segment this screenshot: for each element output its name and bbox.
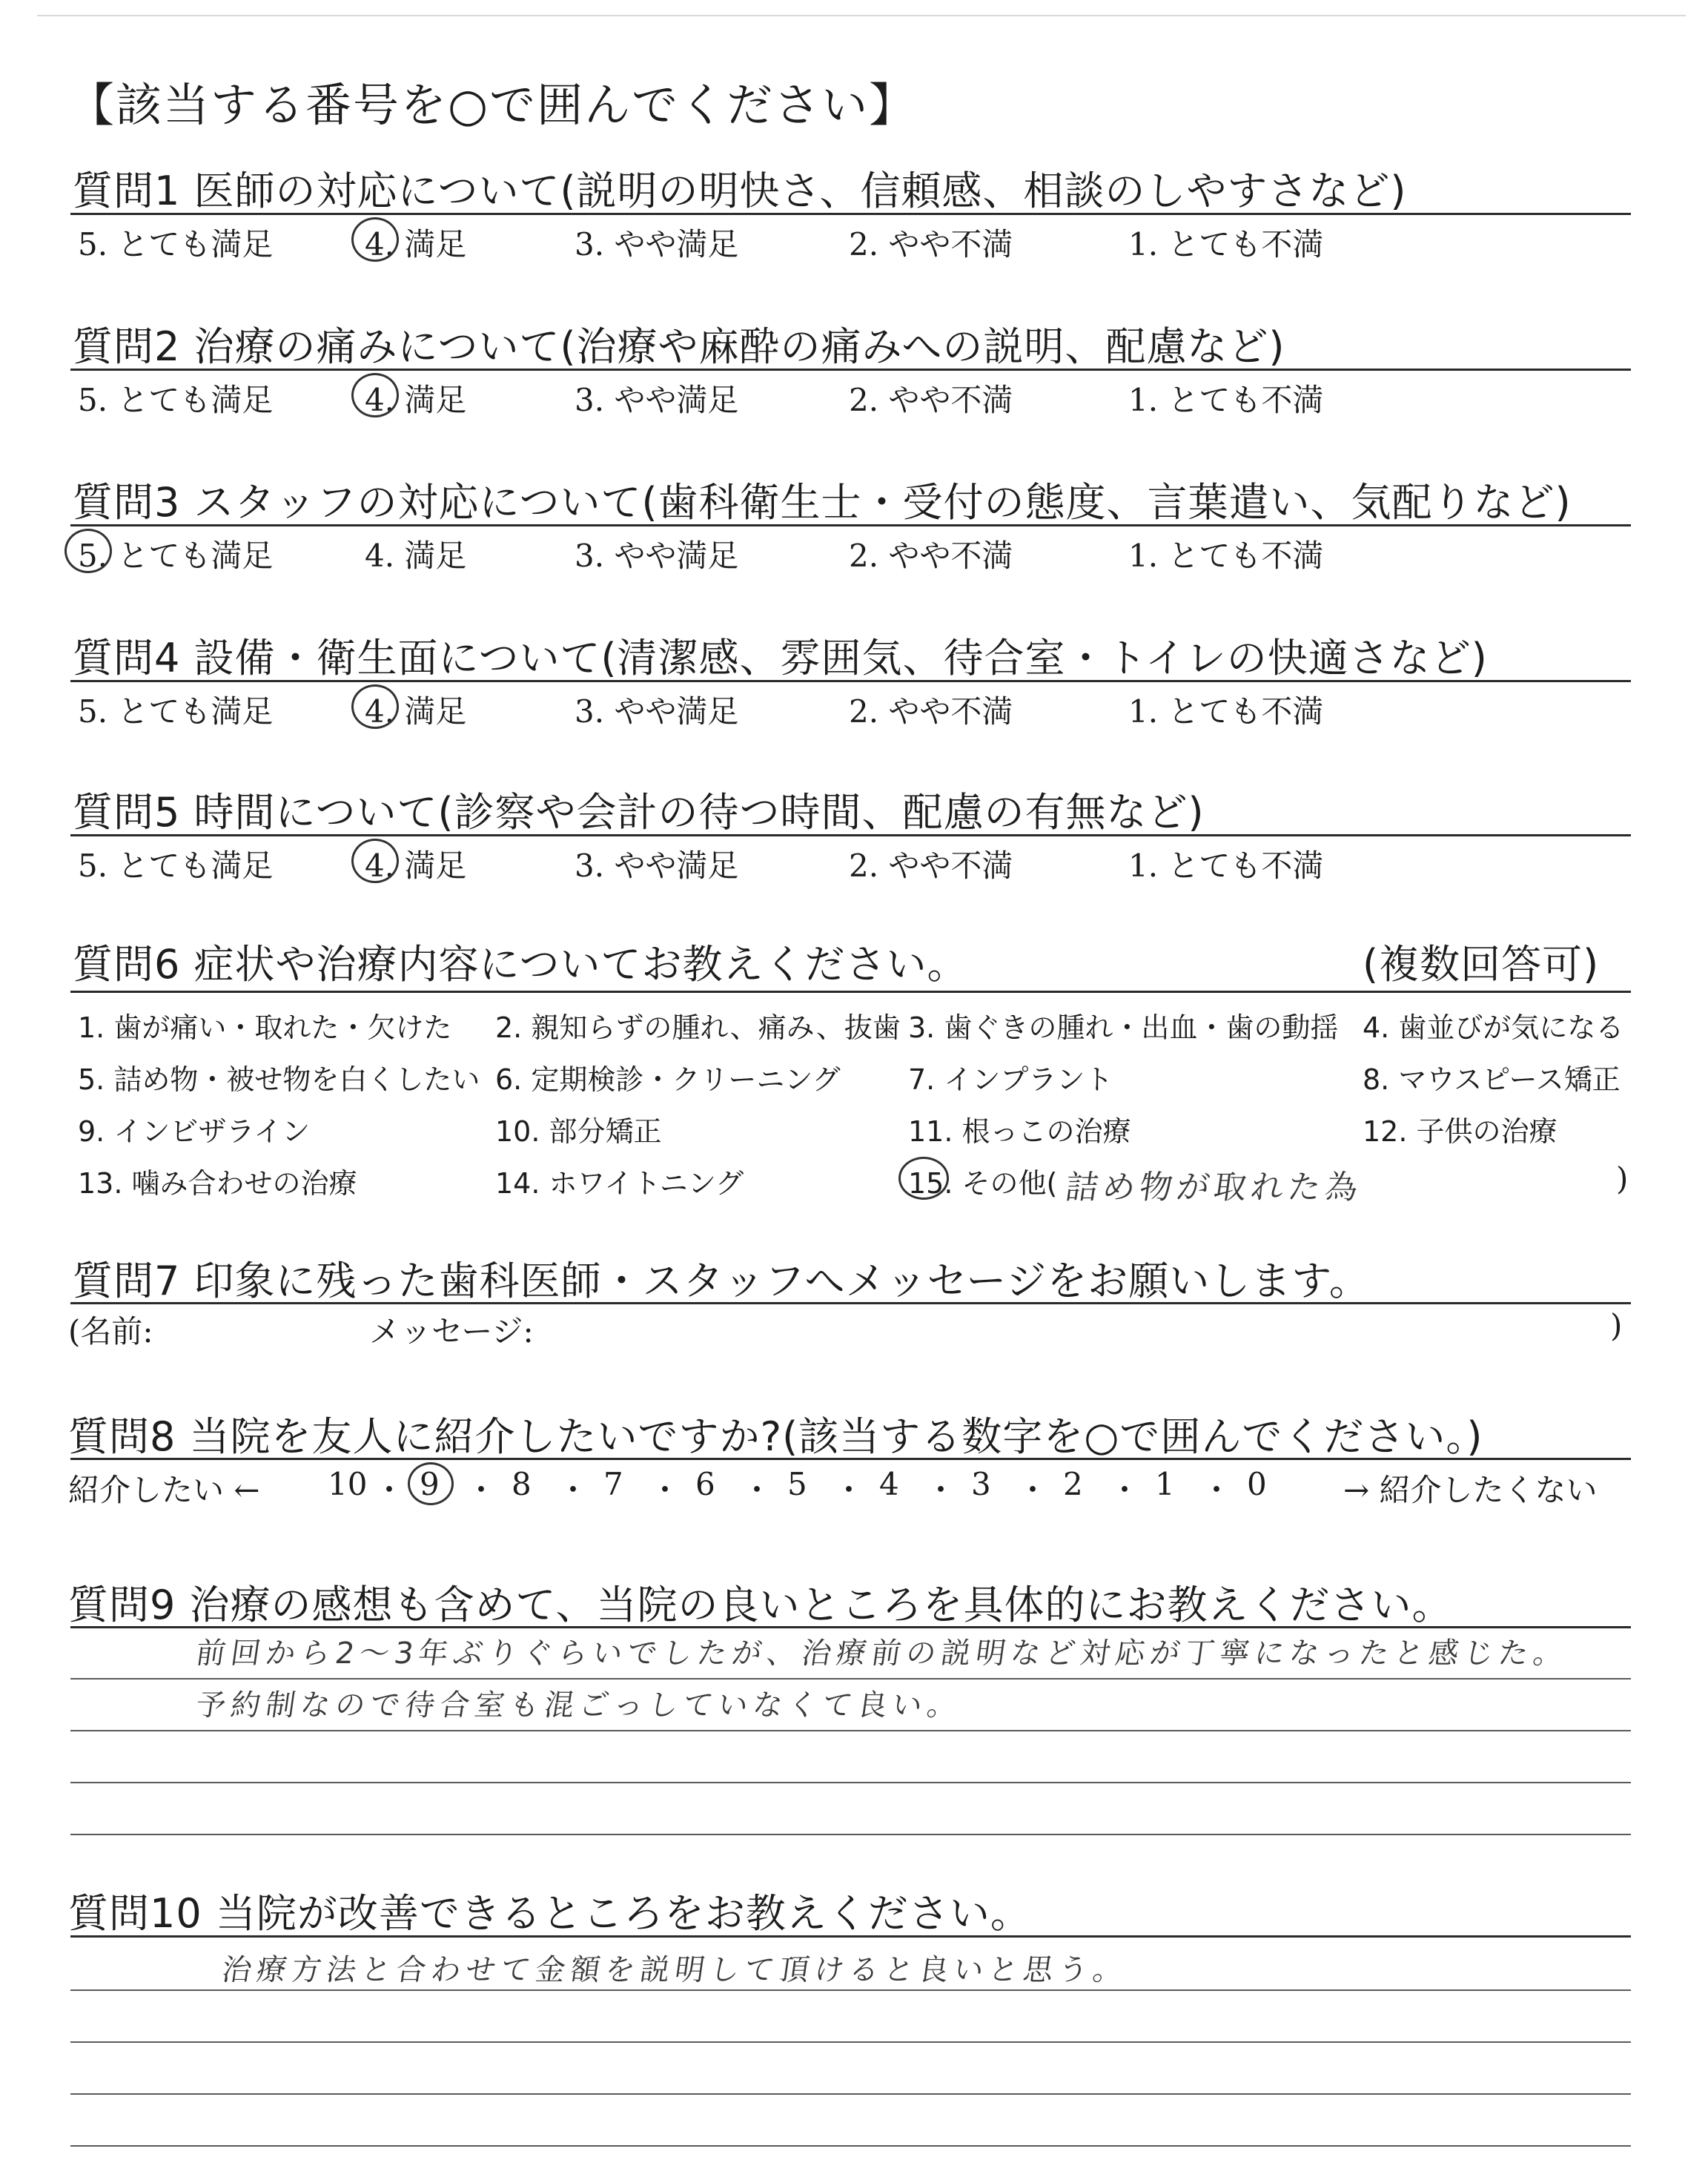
q6-selection-circle bbox=[898, 1157, 949, 1200]
q1-option-2[interactable]: 2. やや不満 bbox=[849, 226, 1013, 262]
q8-scale-value[interactable]: 3 bbox=[971, 1466, 991, 1502]
q6-item[interactable]: 6. 定期検診・クリーニング bbox=[495, 1063, 841, 1096]
q6-item[interactable]: 14. ホワイトニング bbox=[495, 1167, 744, 1200]
q6-item[interactable]: 5. 詰め物・被せ物を白くしたい bbox=[78, 1063, 480, 1096]
q8-separator: ・ bbox=[833, 1472, 865, 1508]
q8-right-label: → 紹介したくない bbox=[1343, 1472, 1598, 1508]
q6-rule bbox=[70, 991, 1631, 993]
q9-line bbox=[70, 1678, 1631, 1680]
q2-rule bbox=[70, 369, 1631, 371]
q10-line bbox=[70, 1989, 1631, 1991]
q8-scale-value[interactable]: 0 bbox=[1247, 1466, 1267, 1502]
q8-separator: ・ bbox=[741, 1472, 773, 1508]
q2-option-5[interactable]: 5. とても満足 bbox=[78, 382, 274, 418]
q1-selection-circle bbox=[351, 217, 399, 262]
page-title: 【該当する番号を○で囲んでください】 bbox=[68, 78, 917, 132]
q1-label: 質問1 医師の対応について(説明の明快さ、信頼感、相談のしやすさなど) bbox=[73, 168, 1407, 214]
q5-option-4[interactable]: 4. 満足 bbox=[365, 848, 467, 884]
q8-selection-circle bbox=[408, 1462, 454, 1505]
q8-separator: ・ bbox=[925, 1472, 957, 1508]
q4-option-3[interactable]: 3. やや満足 bbox=[575, 693, 739, 730]
q7-message-label: メッセージ: bbox=[369, 1313, 534, 1350]
q8-left-label: 紹介したい ← bbox=[68, 1472, 260, 1508]
q8-separator: ・ bbox=[1201, 1472, 1233, 1508]
q6-item[interactable]: 9. インビザライン bbox=[78, 1115, 311, 1148]
q8-scale-value[interactable]: 1 bbox=[1155, 1466, 1175, 1502]
q8-scale-value[interactable]: 2 bbox=[1063, 1466, 1083, 1502]
q7-rule bbox=[70, 1302, 1631, 1304]
q8-separator: ・ bbox=[557, 1472, 589, 1508]
q2-option-2[interactable]: 2. やや不満 bbox=[849, 382, 1013, 418]
q8-separator: ・ bbox=[374, 1472, 406, 1508]
q9-label: 質問9 治療の感想も含めて、当院の良いところを具体的にお教えください。 bbox=[68, 1582, 1453, 1628]
q3-option-4[interactable]: 4. 満足 bbox=[365, 538, 467, 574]
q9-line bbox=[70, 1782, 1631, 1783]
q6-label: 質問6 症状や治療内容についてお教えください。 bbox=[73, 941, 968, 988]
q8-separator: ・ bbox=[466, 1472, 497, 1508]
q1-rule bbox=[70, 213, 1631, 215]
q9-answer-line: 前回から2〜3年ぶりぐらいでしたが、治療前の説明など対応が丁寧になったと感じた。 bbox=[193, 1636, 1571, 1671]
q8-scale-value[interactable]: 9 bbox=[420, 1466, 440, 1502]
q8-rule bbox=[70, 1458, 1631, 1460]
q4-option-1[interactable]: 1. とても不満 bbox=[1128, 693, 1324, 730]
scan-edge bbox=[37, 15, 1686, 16]
q8-separator: ・ bbox=[1017, 1472, 1049, 1508]
q8-separator: ・ bbox=[1109, 1472, 1141, 1508]
q1-option-1[interactable]: 1. とても不満 bbox=[1128, 226, 1324, 262]
q1-option-3[interactable]: 3. やや満足 bbox=[575, 226, 739, 262]
q3-option-2[interactable]: 2. やや不満 bbox=[849, 538, 1013, 574]
q4-option-5[interactable]: 5. とても満足 bbox=[78, 693, 274, 730]
q3-option-3[interactable]: 3. やや満足 bbox=[575, 538, 739, 574]
q2-option-4[interactable]: 4. 満足 bbox=[365, 382, 467, 418]
q6-item[interactable]: 7. インプラント bbox=[908, 1063, 1113, 1096]
q3-label: 質問3 スタッフの対応について(歯科衛生士・受付の態度、言葉遣い、気配りなど) bbox=[73, 479, 1572, 526]
q6-other-close-paren: ) bbox=[1616, 1160, 1629, 1197]
q8-scale-value[interactable]: 6 bbox=[695, 1466, 715, 1502]
q10-line bbox=[70, 2145, 1631, 2147]
q7-close-paren: ) bbox=[1610, 1307, 1623, 1344]
q6-item[interactable]: 8. マウスピース矯正 bbox=[1363, 1063, 1621, 1096]
q8-scale-value[interactable]: 5 bbox=[787, 1466, 807, 1502]
q8-scale-value[interactable]: 7 bbox=[603, 1466, 623, 1502]
q4-selection-circle bbox=[351, 684, 399, 729]
q9-line bbox=[70, 1834, 1631, 1835]
q10-answer-line: 治療方法と合わせて金額を説明して頂けると良いと思う。 bbox=[219, 1953, 1131, 1987]
q6-item[interactable]: 2. 親知らずの腫れ、痛み、抜歯 bbox=[495, 1011, 901, 1044]
q8-scale-value[interactable]: 4 bbox=[879, 1466, 899, 1502]
q10-line bbox=[70, 2093, 1631, 2095]
q7-name-label: (名前: bbox=[68, 1313, 153, 1350]
q5-option-2[interactable]: 2. やや不満 bbox=[849, 848, 1013, 884]
q8-scale-value[interactable]: 10 bbox=[328, 1466, 368, 1502]
q6-item[interactable]: 15. その他( bbox=[908, 1167, 1058, 1200]
q6-item[interactable]: 13. 噛み合わせの治療 bbox=[78, 1167, 357, 1200]
q8-scale-value[interactable]: 8 bbox=[512, 1466, 532, 1502]
q10-label: 質問10 当院が改善できるところをお教えください。 bbox=[68, 1890, 1031, 1937]
q6-item[interactable]: 11. 根っこの治療 bbox=[908, 1115, 1131, 1148]
q3-option-1[interactable]: 1. とても不満 bbox=[1128, 538, 1324, 574]
q1-option-4[interactable]: 4. 満足 bbox=[365, 226, 467, 262]
q6-item[interactable]: 1. 歯が痛い・取れた・欠けた bbox=[78, 1011, 452, 1044]
q4-option-2[interactable]: 2. やや不満 bbox=[849, 693, 1013, 730]
q6-item[interactable]: 12. 子供の治療 bbox=[1363, 1115, 1558, 1148]
q8-separator: ・ bbox=[649, 1472, 681, 1508]
q2-option-3[interactable]: 3. やや満足 bbox=[575, 382, 739, 418]
q3-selection-circle bbox=[64, 529, 112, 573]
q2-selection-circle bbox=[351, 373, 399, 417]
q6-item[interactable]: 10. 部分矯正 bbox=[495, 1115, 662, 1148]
q5-selection-circle bbox=[351, 839, 399, 883]
q6-item[interactable]: 4. 歯並びが気になる bbox=[1363, 1011, 1624, 1044]
q9-line bbox=[70, 1730, 1631, 1731]
q6-other-text: 詰め物が取れた為 bbox=[1062, 1169, 1365, 1206]
q2-option-1[interactable]: 1. とても不満 bbox=[1128, 382, 1324, 418]
q9-answer-line: 予約制なので待合室も混ごっしていなくて良い。 bbox=[193, 1688, 964, 1723]
q4-rule bbox=[70, 680, 1631, 682]
q7-label: 質問7 印象に残った歯科医師・スタッフへメッセージをお願いします。 bbox=[73, 1258, 1370, 1304]
q6-item[interactable]: 3. 歯ぐきの腫れ・出血・歯の動揺 bbox=[908, 1011, 1339, 1044]
q5-option-3[interactable]: 3. やや満足 bbox=[575, 848, 739, 884]
q4-option-4[interactable]: 4. 満足 bbox=[365, 693, 467, 730]
q6-note: (複数回答可) bbox=[1363, 941, 1600, 988]
q3-rule bbox=[70, 524, 1631, 526]
q5-rule bbox=[70, 834, 1631, 836]
q10-rule bbox=[70, 1935, 1631, 1938]
q4-label: 質問4 設備・衛生面について(清潔感、雰囲気、待合室・トイレの快適さなど) bbox=[73, 635, 1488, 681]
q3-option-5[interactable]: 5. とても満足 bbox=[78, 538, 274, 574]
q9-rule bbox=[70, 1626, 1631, 1628]
q2-label: 質問2 治療の痛みについて(治療や麻酔の痛みへの説明、配慮など) bbox=[73, 323, 1285, 370]
q5-option-1[interactable]: 1. とても不満 bbox=[1128, 848, 1324, 884]
q5-option-5[interactable]: 5. とても満足 bbox=[78, 848, 274, 884]
q10-line bbox=[70, 2041, 1631, 2043]
q1-option-5[interactable]: 5. とても満足 bbox=[78, 226, 274, 262]
q8-label: 質問8 当院を友人に紹介したいですか?(該当する数字を○で囲んでください。) bbox=[68, 1413, 1483, 1460]
q5-label: 質問5 時間について(診察や会計の待つ時間、配慮の有無など) bbox=[73, 789, 1205, 836]
